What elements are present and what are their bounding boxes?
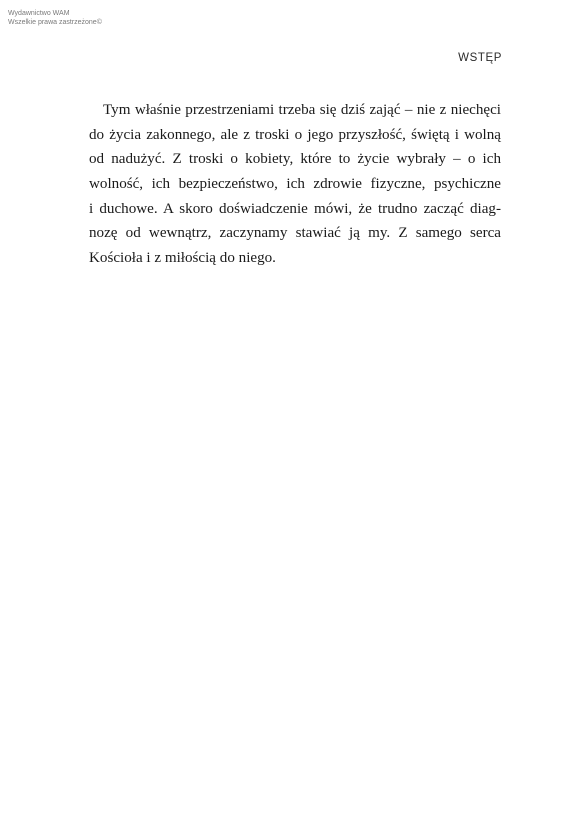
body-paragraph: [89, 98, 501, 271]
paragraph-line: Tym właśnie przestrzeniami trzeba się dziś zająć – nie z niechęci: [103, 102, 501, 118]
paragraph-line: wolność, ich bezpieczeństwo, ich zdrowie fizyczne, psychiczne: [89, 176, 501, 193]
paragraph-line: Kościoła i z miłością do niego.: [89, 250, 276, 267]
publisher-name: Wydawnictwo WAM: [8, 10, 70, 17]
publisher-notice: [8, 9, 102, 27]
paragraph-line: do życia zakonnego, ale z troski o jego przyszłość, świętą i wolną: [89, 126, 501, 143]
paragraph-line: nozę od wewnątrz, zaczynamy stawiać ją my. Z samego serca: [89, 225, 501, 242]
paragraph-line: i duchowe. A skoro doświadczenie mówi, że trudno zacząć diag-: [89, 200, 501, 217]
running-head: WSTĘP: [458, 52, 502, 64]
copyright-notice: Wszelkie prawa zastrzeżone©: [8, 19, 102, 26]
paragraph-line: od nadużyć. Z troski o kobiety, które to życie wybrały – o ich: [89, 151, 501, 168]
